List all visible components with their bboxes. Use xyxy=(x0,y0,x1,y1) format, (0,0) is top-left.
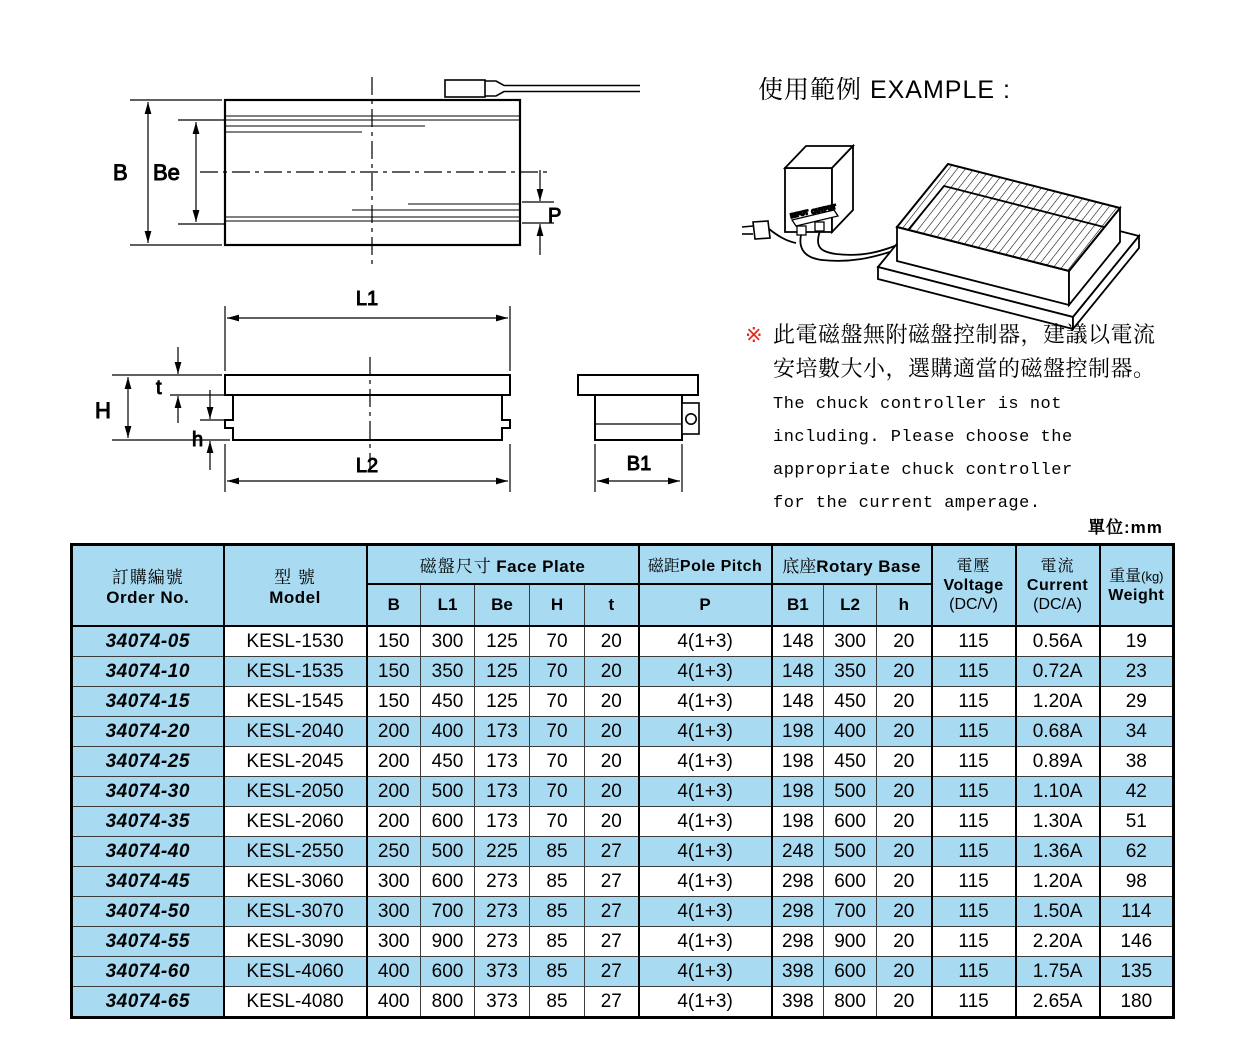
cell-t: 27 xyxy=(585,957,639,987)
cell-h: 20 xyxy=(877,987,932,1018)
cell-h: 20 xyxy=(877,867,932,897)
cell-P: 4(1+3) xyxy=(639,687,772,717)
cell-H: 85 xyxy=(530,957,585,987)
cell-Be: 273 xyxy=(475,867,530,897)
note-en-line4: for the current amperage. xyxy=(773,494,1041,513)
cell-Be: 373 xyxy=(475,957,530,987)
label-H: H xyxy=(95,398,111,423)
cell-P: 4(1+3) xyxy=(639,897,772,927)
cell-model: KESL-3090 xyxy=(224,927,367,957)
header-face-plate: 磁盤尺寸 Face Plate xyxy=(367,545,639,585)
cell-current: 1.36A xyxy=(1016,837,1100,867)
cell-L2: 500 xyxy=(824,777,877,807)
cell-L1: 600 xyxy=(421,867,475,897)
table-row xyxy=(72,657,1174,687)
cell-L2: 300 xyxy=(824,626,877,657)
header-col-H: H xyxy=(530,584,585,626)
table-row xyxy=(72,987,1174,1018)
cell-h: 20 xyxy=(877,807,932,837)
label-B1: B1 xyxy=(626,453,652,475)
cell-B1: 198 xyxy=(772,777,824,807)
cell-P: 4(1+3) xyxy=(639,777,772,807)
cell-order-no: 34074-55 xyxy=(72,927,224,957)
table-row xyxy=(72,837,1174,867)
cell-model: KESL-1530 xyxy=(224,626,367,657)
cell-B1: 148 xyxy=(772,657,824,687)
cell-order-no: 34074-10 xyxy=(72,657,224,687)
cell-model: KESL-4080 xyxy=(224,987,367,1018)
note-en-line2: including. Please choose the xyxy=(773,428,1073,447)
header-pole-pitch: 磁距Pole Pitch xyxy=(639,545,772,585)
cell-t: 20 xyxy=(585,807,639,837)
cell-voltage: 115 xyxy=(932,927,1016,957)
cell-P: 4(1+3) xyxy=(639,957,772,987)
cell-L1: 700 xyxy=(421,897,475,927)
cell-L1: 300 xyxy=(421,626,475,657)
cell-P: 4(1+3) xyxy=(639,837,772,867)
spec-table-body xyxy=(72,626,1174,1018)
cell-B: 250 xyxy=(367,837,421,867)
spec-table xyxy=(70,543,1175,1019)
cell-H: 70 xyxy=(530,807,585,837)
header-col-B1: B1 xyxy=(772,584,824,626)
table-row xyxy=(72,807,1174,837)
cell-B1: 198 xyxy=(772,807,824,837)
cell-voltage: 115 xyxy=(932,717,1016,747)
cell-current: 2.20A xyxy=(1016,927,1100,957)
cell-weight: 114 xyxy=(1100,897,1174,927)
cell-B: 200 xyxy=(367,717,421,747)
cell-model: KESL-1545 xyxy=(224,687,367,717)
cell-Be: 125 xyxy=(475,687,530,717)
cell-order-no: 34074-20 xyxy=(72,717,224,747)
cell-voltage: 115 xyxy=(932,897,1016,927)
cell-current: 2.65A xyxy=(1016,987,1100,1018)
cell-B1: 298 xyxy=(772,927,824,957)
cell-B1: 398 xyxy=(772,987,824,1018)
cell-current: 0.68A xyxy=(1016,717,1100,747)
cell-order-no: 34074-35 xyxy=(72,807,224,837)
cell-t: 27 xyxy=(585,867,639,897)
dim-H xyxy=(112,375,230,440)
side-view-drawing xyxy=(95,288,510,492)
cell-L1: 900 xyxy=(421,927,475,957)
header-col-t: t xyxy=(585,584,639,626)
cell-B1: 248 xyxy=(772,837,824,867)
cell-current: 0.89A xyxy=(1016,747,1100,777)
cell-L2: 450 xyxy=(824,687,877,717)
cell-L1: 500 xyxy=(421,837,475,867)
dim-h xyxy=(200,390,228,470)
cell-B: 150 xyxy=(367,687,421,717)
end-view-drawing xyxy=(578,375,699,492)
cell-model: KESL-3060 xyxy=(224,867,367,897)
dim-L1 xyxy=(225,306,510,371)
cell-model: KESL-3070 xyxy=(224,897,367,927)
cell-weight: 38 xyxy=(1100,747,1174,777)
cell-H: 85 xyxy=(530,897,585,927)
cell-weight: 146 xyxy=(1100,927,1174,957)
side-connector xyxy=(682,403,699,434)
cell-L1: 600 xyxy=(421,957,475,987)
cell-weight: 98 xyxy=(1100,867,1174,897)
cell-t: 27 xyxy=(585,987,639,1018)
cell-H: 85 xyxy=(530,987,585,1018)
cell-weight: 29 xyxy=(1100,687,1174,717)
cell-Be: 173 xyxy=(475,807,530,837)
cell-current: 1.30A xyxy=(1016,807,1100,837)
header-col-h: h xyxy=(877,584,932,626)
cell-t: 20 xyxy=(585,747,639,777)
cell-current: 1.20A xyxy=(1016,687,1100,717)
cell-voltage: 115 xyxy=(932,957,1016,987)
cell-weight: 180 xyxy=(1100,987,1174,1018)
cell-B: 150 xyxy=(367,657,421,687)
cell-B: 300 xyxy=(367,927,421,957)
header-current: 電流 Current (DC/A) xyxy=(1016,545,1100,627)
cell-Be: 273 xyxy=(475,897,530,927)
table-row xyxy=(72,626,1174,657)
cell-order-no: 34074-25 xyxy=(72,747,224,777)
cell-H: 70 xyxy=(530,687,585,717)
header-model: 型 號 Model xyxy=(224,545,367,627)
cell-voltage: 115 xyxy=(932,807,1016,837)
cell-Be: 125 xyxy=(475,626,530,657)
cell-L2: 500 xyxy=(824,837,877,867)
cell-P: 4(1+3) xyxy=(639,987,772,1018)
cell-h: 20 xyxy=(877,777,932,807)
cell-H: 70 xyxy=(530,626,585,657)
table-row xyxy=(72,777,1174,807)
cell-current: 1.20A xyxy=(1016,867,1100,897)
cell-model: KESL-2050 xyxy=(224,777,367,807)
cell-Be: 173 xyxy=(475,717,530,747)
cell-H: 70 xyxy=(530,657,585,687)
cell-P: 4(1+3) xyxy=(639,657,772,687)
label-B: B xyxy=(113,160,128,185)
cell-model: KESL-2550 xyxy=(224,837,367,867)
cell-B1: 298 xyxy=(772,867,824,897)
label-P: P xyxy=(548,205,562,227)
cell-h: 20 xyxy=(877,837,932,867)
cell-L2: 800 xyxy=(824,987,877,1018)
cell-model: KESL-2040 xyxy=(224,717,367,747)
table-row xyxy=(72,867,1174,897)
note-en-line1: The chuck controller is not xyxy=(773,395,1062,414)
cell-weight: 42 xyxy=(1100,777,1174,807)
cell-t: 27 xyxy=(585,837,639,867)
cell-t: 27 xyxy=(585,927,639,957)
cell-H: 85 xyxy=(530,837,585,867)
cell-voltage: 115 xyxy=(932,687,1016,717)
cell-P: 4(1+3) xyxy=(639,927,772,957)
cell-h: 20 xyxy=(877,897,932,927)
cell-voltage: 115 xyxy=(932,657,1016,687)
controller-note xyxy=(745,318,1185,520)
cell-voltage: 115 xyxy=(932,626,1016,657)
header-col-L2: L2 xyxy=(824,584,877,626)
cell-weight: 19 xyxy=(1100,626,1174,657)
header-col-Be: Be xyxy=(475,584,530,626)
cell-P: 4(1+3) xyxy=(639,807,772,837)
magnetic-chuck xyxy=(878,164,1139,329)
cell-L1: 800 xyxy=(421,987,475,1018)
header-col-B: B xyxy=(367,584,421,626)
cell-L1: 450 xyxy=(421,687,475,717)
dim-t xyxy=(170,347,233,423)
cables xyxy=(800,231,900,261)
cell-H: 70 xyxy=(530,747,585,777)
note-en-line3: appropriate chuck controller xyxy=(773,461,1073,480)
cell-L1: 500 xyxy=(421,777,475,807)
cell-H: 85 xyxy=(530,927,585,957)
cell-L2: 600 xyxy=(824,807,877,837)
cell-model: KESL-4060 xyxy=(224,957,367,987)
cell-B: 150 xyxy=(367,626,421,657)
table-row xyxy=(72,927,1174,957)
cell-Be: 173 xyxy=(475,747,530,777)
cell-L1: 400 xyxy=(421,717,475,747)
cell-order-no: 34074-50 xyxy=(72,897,224,927)
cell-Be: 173 xyxy=(475,777,530,807)
cell-order-no: 34074-40 xyxy=(72,837,224,867)
cell-L2: 600 xyxy=(824,957,877,987)
cell-L2: 700 xyxy=(824,897,877,927)
cell-t: 20 xyxy=(585,687,639,717)
label-L1: L1 xyxy=(355,288,379,310)
cell-B1: 148 xyxy=(772,687,824,717)
cell-t: 27 xyxy=(585,897,639,927)
cell-L1: 600 xyxy=(421,807,475,837)
cell-H: 70 xyxy=(530,777,585,807)
cell-voltage: 115 xyxy=(932,987,1016,1018)
cell-h: 20 xyxy=(877,747,932,777)
cell-P: 4(1+3) xyxy=(639,747,772,777)
cell-weight: 23 xyxy=(1100,657,1174,687)
cell-order-no: 34074-65 xyxy=(72,987,224,1018)
cell-order-no: 34074-30 xyxy=(72,777,224,807)
cell-B1: 198 xyxy=(772,717,824,747)
header-voltage: 電壓 Voltage (DC/V) xyxy=(932,545,1016,627)
cell-Be: 373 xyxy=(475,987,530,1018)
chuck-controller-box xyxy=(785,146,853,235)
cell-voltage: 115 xyxy=(932,747,1016,777)
cell-order-no: 34074-05 xyxy=(72,626,224,657)
cell-L2: 450 xyxy=(824,747,877,777)
cell-Be: 125 xyxy=(475,657,530,687)
example-title: 使用範例 EXAMPLE : xyxy=(758,76,1011,104)
cell-L1: 450 xyxy=(421,747,475,777)
cell-B: 400 xyxy=(367,987,421,1018)
controller-output-label: OUTPUT xyxy=(811,204,837,216)
cell-B: 200 xyxy=(367,777,421,807)
cell-t: 20 xyxy=(585,777,639,807)
cell-h: 20 xyxy=(877,626,932,657)
cell-order-no: 34074-60 xyxy=(72,957,224,987)
cell-model: KESL-2045 xyxy=(224,747,367,777)
cell-current: 1.75A xyxy=(1016,957,1100,987)
label-t: t xyxy=(156,377,162,399)
cell-L2: 600 xyxy=(824,867,877,897)
table-row xyxy=(72,687,1174,717)
cell-weight: 135 xyxy=(1100,957,1174,987)
cell-t: 20 xyxy=(585,657,639,687)
cell-model: KESL-2060 xyxy=(224,807,367,837)
unit-note: 單位:mm xyxy=(1088,518,1163,537)
cell-current: 1.50A xyxy=(1016,897,1100,927)
cell-h: 20 xyxy=(877,687,932,717)
cell-current: 0.72A xyxy=(1016,657,1100,687)
header-weight: 重量(kg) Weight xyxy=(1100,545,1174,627)
cell-H: 85 xyxy=(530,867,585,897)
table-row xyxy=(72,747,1174,777)
cell-h: 20 xyxy=(877,657,932,687)
cell-P: 4(1+3) xyxy=(639,717,772,747)
cell-Be: 225 xyxy=(475,837,530,867)
cell-order-no: 34074-45 xyxy=(72,867,224,897)
cell-H: 70 xyxy=(530,717,585,747)
cell-t: 20 xyxy=(585,717,639,747)
cell-h: 20 xyxy=(877,957,932,987)
cell-B: 200 xyxy=(367,747,421,777)
cell-B1: 398 xyxy=(772,957,824,987)
cell-B: 200 xyxy=(367,807,421,837)
cell-B1: 298 xyxy=(772,897,824,927)
cell-B1: 148 xyxy=(772,626,824,657)
cell-P: 4(1+3) xyxy=(639,867,772,897)
cell-current: 0.56A xyxy=(1016,626,1100,657)
note-zh-line1: 此電磁盤無附磁盤控制器，建議以電流 xyxy=(773,322,1156,347)
cell-model: KESL-1535 xyxy=(224,657,367,687)
label-h: h xyxy=(192,429,204,451)
table-row xyxy=(72,957,1174,987)
table-row xyxy=(72,717,1174,747)
cell-L1: 350 xyxy=(421,657,475,687)
label-Be: Be xyxy=(153,160,180,185)
cell-P: 4(1+3) xyxy=(639,626,772,657)
header-rotary-base: 底座Rotary Base xyxy=(772,545,932,585)
note-marker: ※ xyxy=(745,324,763,347)
controller-input-label: INPUT xyxy=(790,210,809,220)
cell-voltage: 115 xyxy=(932,867,1016,897)
cell-t: 20 xyxy=(585,626,639,657)
cell-h: 20 xyxy=(877,927,932,957)
cell-B: 400 xyxy=(367,957,421,987)
cell-weight: 34 xyxy=(1100,717,1174,747)
cell-current: 1.10A xyxy=(1016,777,1100,807)
cell-weight: 51 xyxy=(1100,807,1174,837)
cell-order-no: 34074-15 xyxy=(72,687,224,717)
cell-voltage: 115 xyxy=(932,777,1016,807)
label-L2: L2 xyxy=(355,455,379,477)
cell-L2: 900 xyxy=(824,927,877,957)
cable-connector xyxy=(445,80,640,97)
cell-B: 300 xyxy=(367,867,421,897)
cell-B1: 198 xyxy=(772,747,824,777)
cell-L2: 400 xyxy=(824,717,877,747)
example-illustration xyxy=(742,146,1139,329)
header-col-L1: L1 xyxy=(421,584,475,626)
cell-L2: 350 xyxy=(824,657,877,687)
cell-weight: 62 xyxy=(1100,837,1174,867)
cell-B: 300 xyxy=(367,897,421,927)
header-col-P: P xyxy=(639,584,772,626)
header-order-no: 訂購編號 Order No. xyxy=(72,545,224,627)
front-view-drawing xyxy=(113,77,640,265)
cell-Be: 273 xyxy=(475,927,530,957)
table-row xyxy=(72,897,1174,927)
cell-voltage: 115 xyxy=(932,837,1016,867)
cell-h: 20 xyxy=(877,717,932,747)
note-zh-line2: 安培數大小，選購適當的磁盤控制器。 xyxy=(773,356,1156,381)
